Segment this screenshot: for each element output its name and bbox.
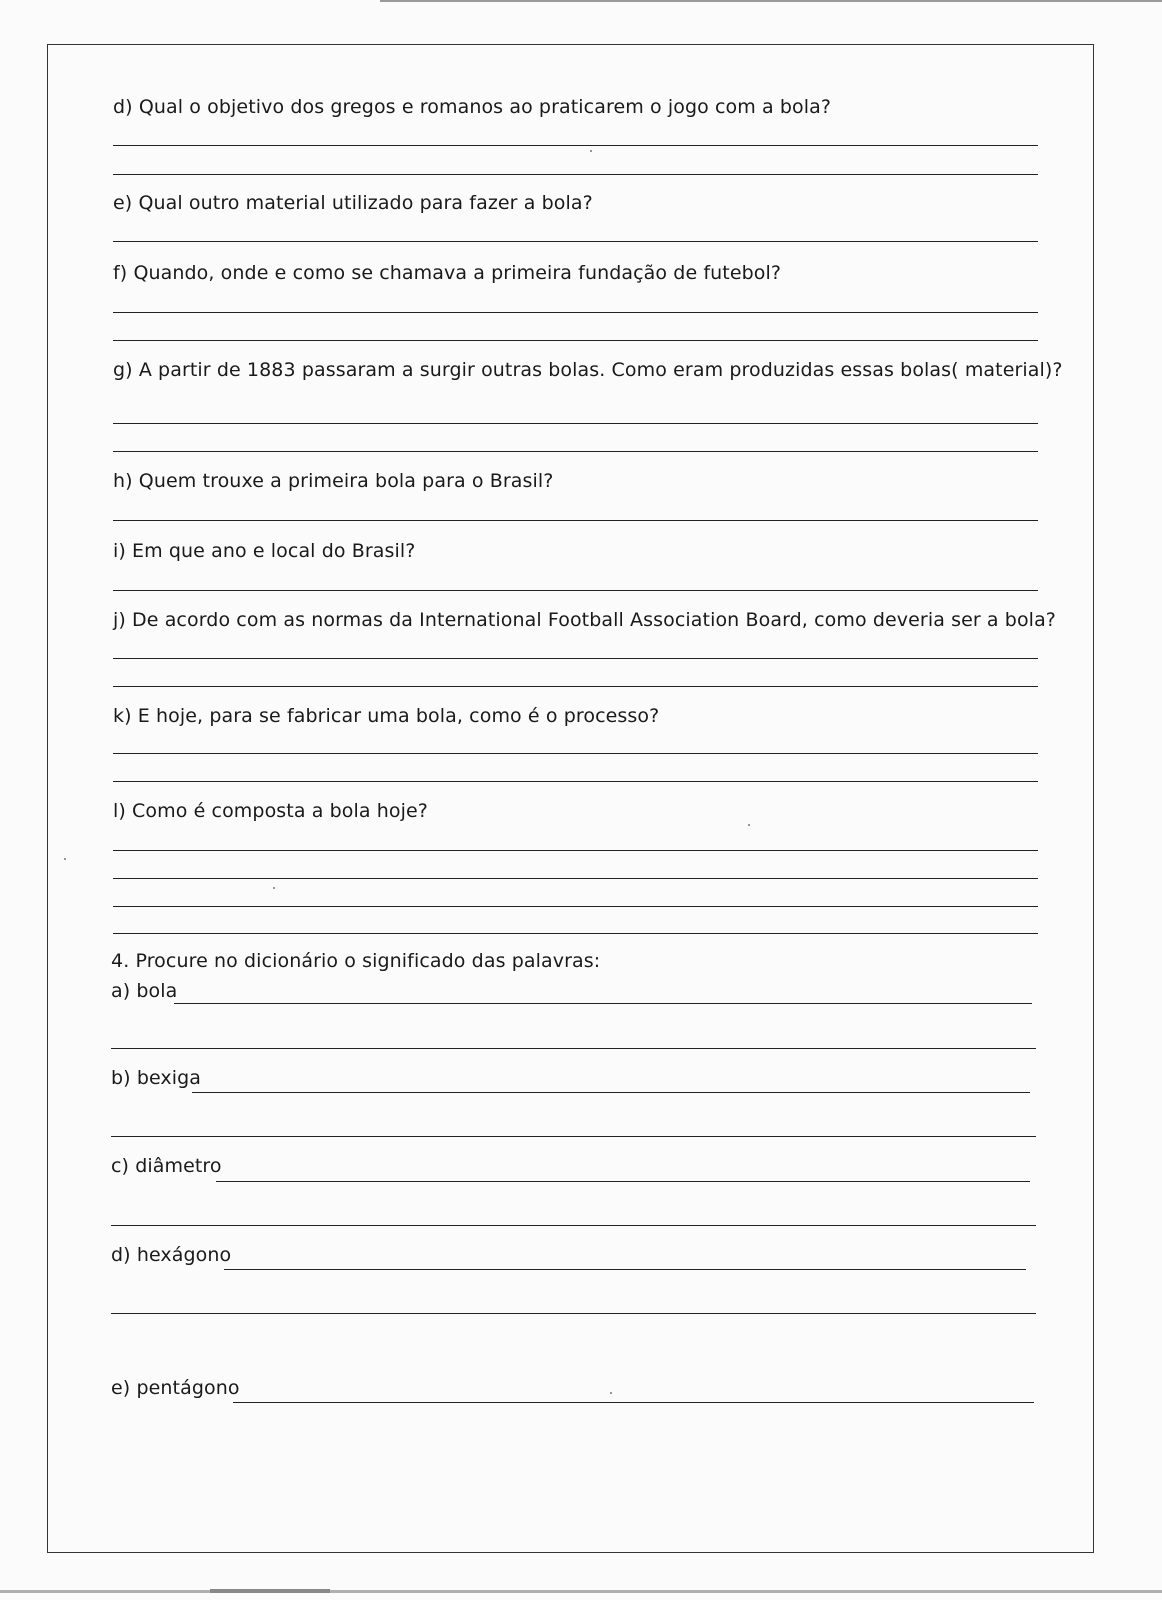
scan-speck: [273, 887, 275, 889]
word-pentagono-label: e) pentágono: [111, 1377, 240, 1399]
answer-line[interactable]: [113, 520, 1038, 521]
answer-line[interactable]: [111, 1225, 1036, 1226]
answer-line[interactable]: [113, 933, 1038, 934]
question-i: i) Em que ano e local do Brasil?: [113, 540, 416, 562]
scan-edge-top: [380, 0, 1162, 2]
answer-line[interactable]: [113, 658, 1038, 659]
answer-line[interactable]: [113, 906, 1038, 907]
question-k: k) E hoje, para se fabricar uma bola, como é o processo?: [113, 705, 660, 727]
answer-line[interactable]: [113, 686, 1038, 687]
answer-line[interactable]: [192, 1092, 1030, 1093]
answer-line[interactable]: [113, 878, 1038, 879]
answer-line[interactable]: [113, 312, 1038, 313]
answer-line[interactable]: [113, 174, 1038, 175]
answer-line[interactable]: [113, 340, 1038, 341]
answer-line[interactable]: [233, 1402, 1034, 1403]
answer-line[interactable]: [113, 451, 1038, 452]
question-d: d) Qual o objetivo dos gregos e romanos ao praticarem o jogo com a bola?: [113, 96, 832, 118]
word-diametro-label: c) diâmetro: [111, 1155, 222, 1177]
answer-line[interactable]: [111, 1136, 1036, 1137]
scan-speck: [590, 150, 592, 152]
answer-line[interactable]: [174, 1003, 1032, 1004]
word-hexagono-label: d) hexágono: [111, 1244, 232, 1266]
answer-line[interactable]: [113, 590, 1038, 591]
question-h: h) Quem trouxe a primeira bola para o Brasil?: [113, 470, 554, 492]
question-l: l) Como é composta a bola hoje?: [113, 800, 428, 822]
answer-line[interactable]: [113, 145, 1038, 146]
word-bexiga-label: b) bexiga: [111, 1067, 202, 1089]
answer-line[interactable]: [113, 850, 1038, 851]
question-e: e) Qual outro material utilizado para fazer a bola?: [113, 192, 593, 214]
question-j: j) De acordo com as normas da International Football Association Board, como deveria ser a bola?: [113, 609, 1056, 631]
answer-line[interactable]: [224, 1269, 1026, 1270]
answer-line[interactable]: [113, 781, 1038, 782]
question-g: g) A partir de 1883 passaram a surgir outras bolas. Como eram produzidas essas bolas( material)?: [113, 359, 1063, 381]
scan-speck: [610, 1392, 612, 1394]
scan-speck: [64, 858, 66, 860]
question-f: f) Quando, onde e como se chamava a primeira fundação de futebol?: [113, 262, 782, 284]
section-4-title: 4. Procure no dicionário o significado das palavras:: [111, 950, 601, 972]
word-bola-label: a) bola: [111, 980, 178, 1002]
answer-line[interactable]: [113, 753, 1038, 754]
answer-line[interactable]: [113, 423, 1038, 424]
scan-speck: [748, 824, 750, 826]
answer-line[interactable]: [111, 1048, 1036, 1049]
scan-edge-bottom: [0, 1590, 1162, 1593]
scan-edge-mark: [210, 1589, 330, 1593]
answer-line[interactable]: [111, 1313, 1036, 1314]
answer-line[interactable]: [216, 1181, 1030, 1182]
answer-line[interactable]: [113, 241, 1038, 242]
